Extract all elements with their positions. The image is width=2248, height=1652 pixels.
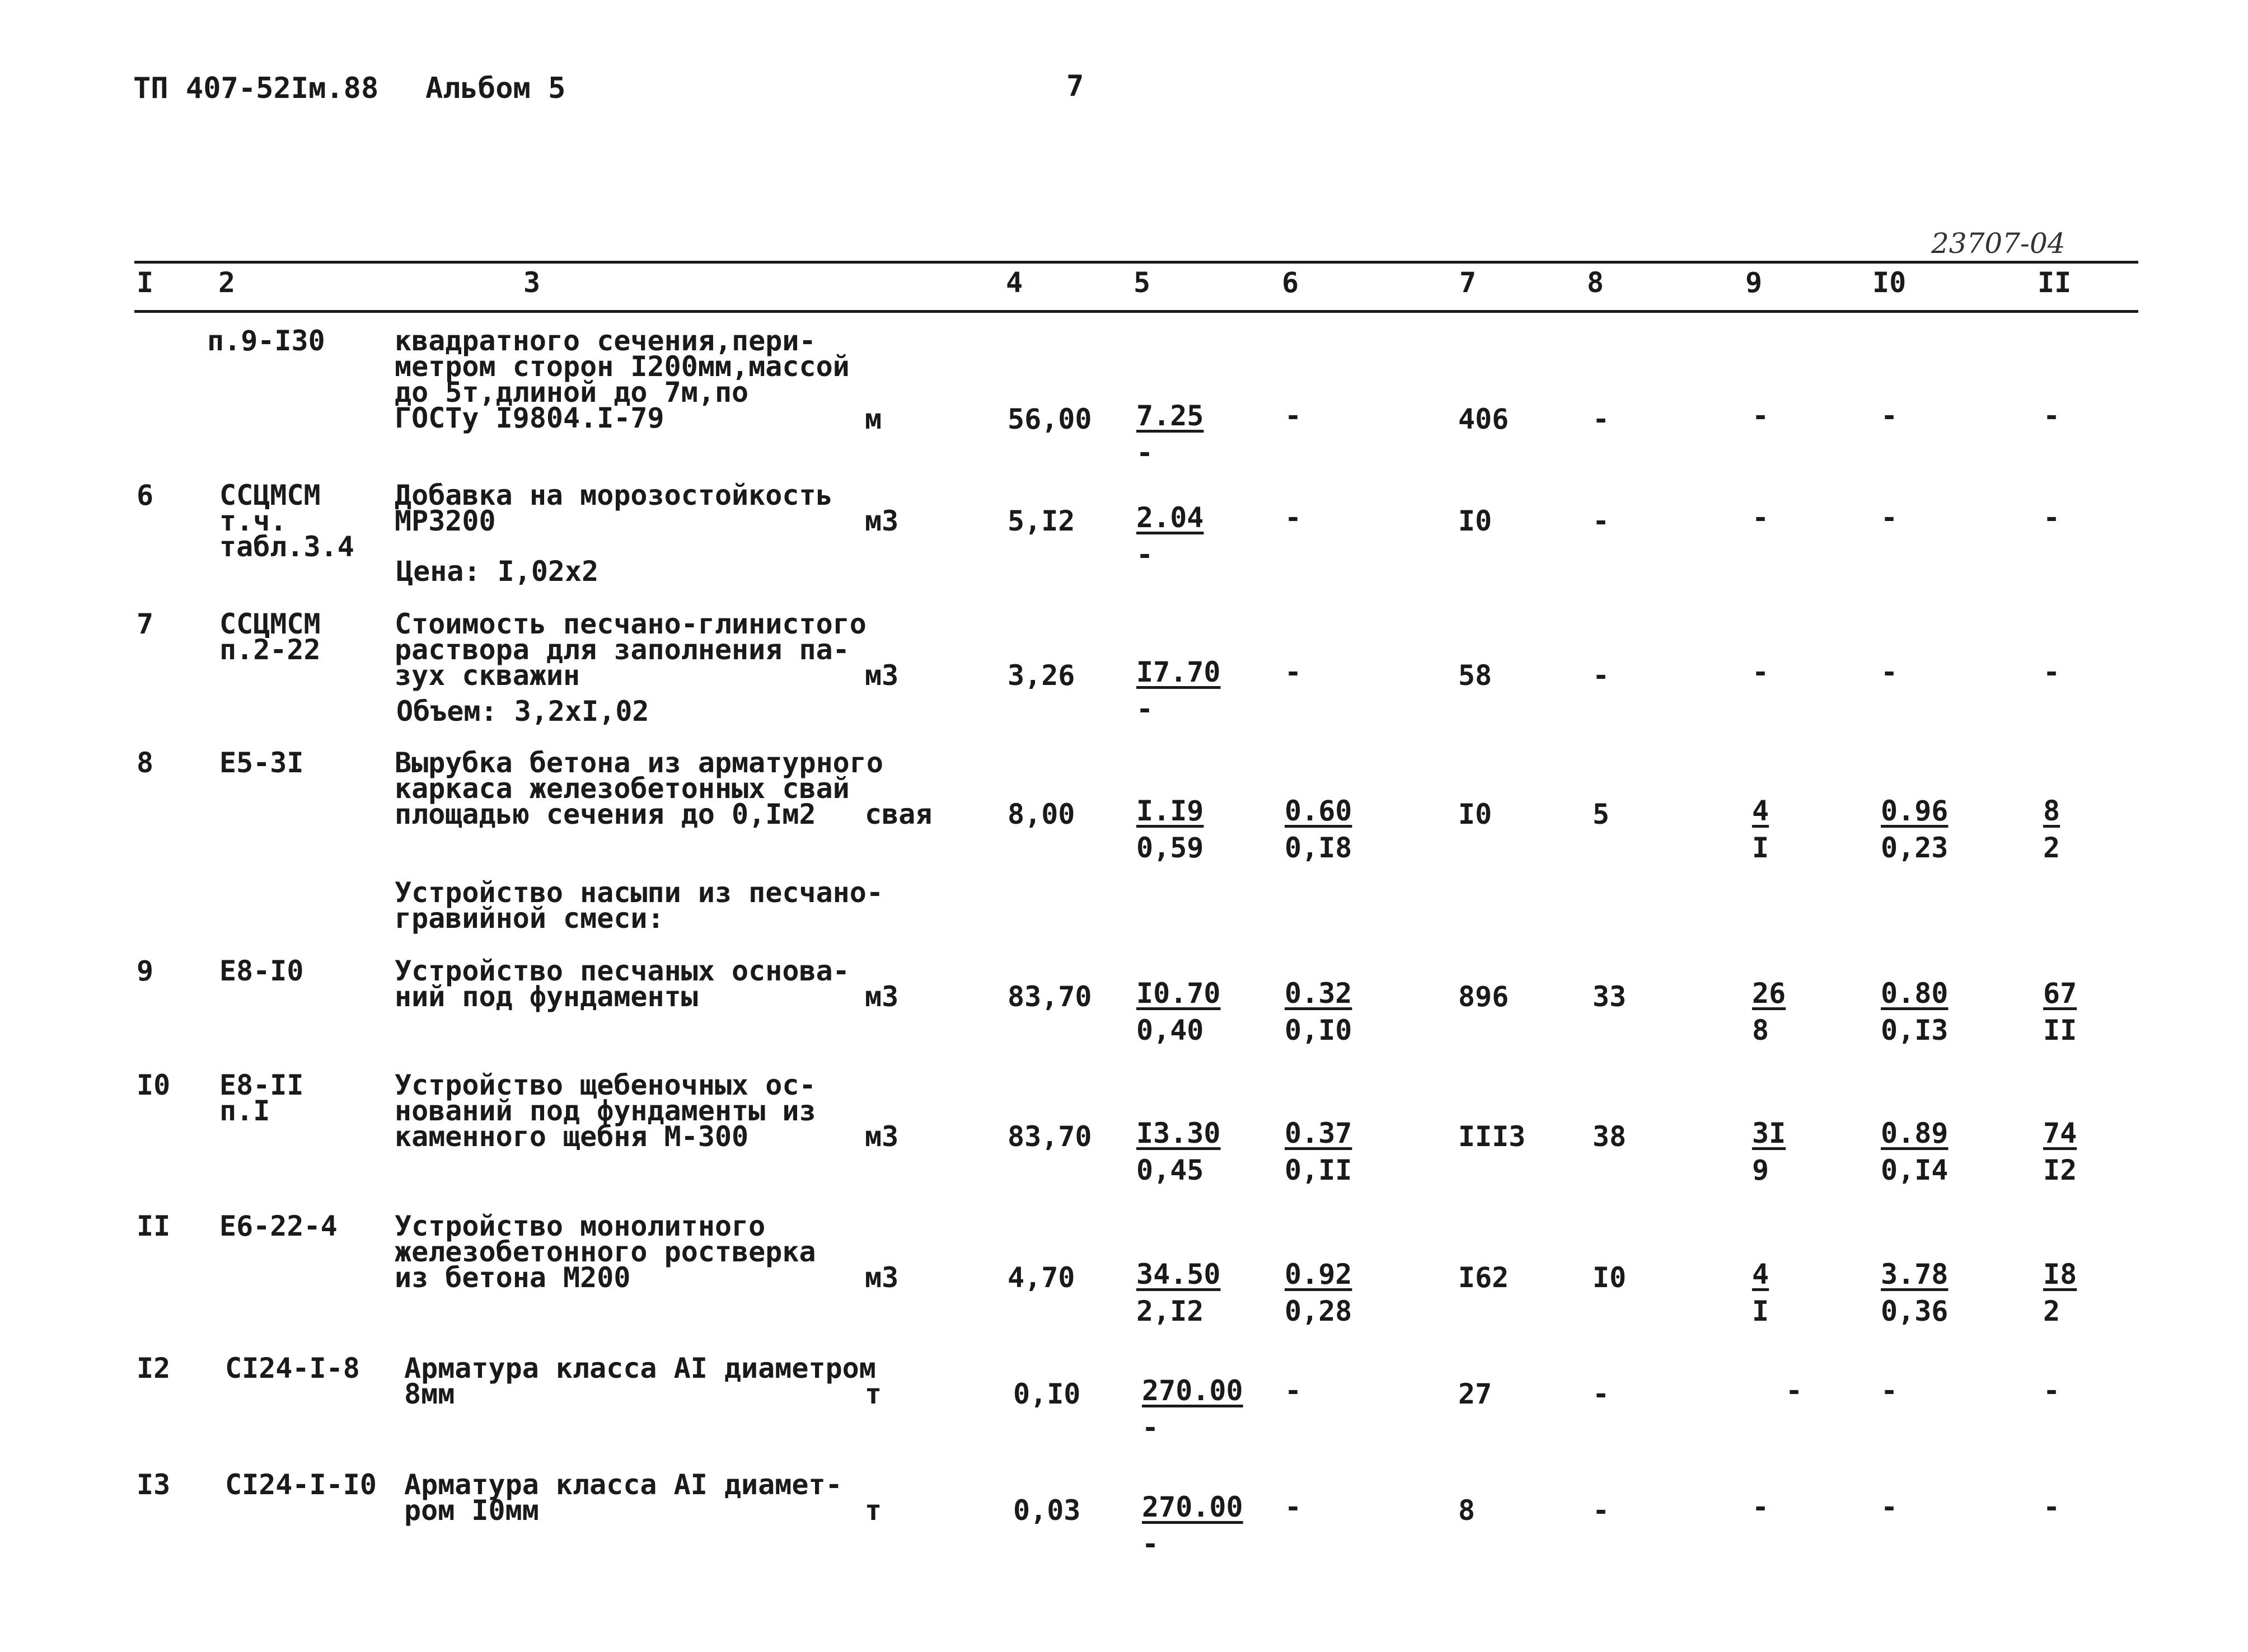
- labor-total-fraction: $\frac{I8}{2}$: [2043, 1258, 2077, 1327]
- labor-total-fraction: -: [2043, 656, 2060, 688]
- total-wages: I0: [1593, 1261, 1627, 1294]
- total-cost: 58: [1458, 659, 1492, 692]
- norm-code: п.9-I30: [207, 325, 325, 357]
- quantity: 56,00: [1008, 403, 1092, 435]
- machine-cost-fraction: -: [1752, 501, 1769, 534]
- column-number: 3: [523, 266, 541, 299]
- row-number: 8: [137, 747, 154, 779]
- quantity: 0,03: [1013, 1494, 1081, 1527]
- norm-code: СI24-I-8: [225, 1352, 360, 1385]
- wage-fraction: -: [1285, 501, 1302, 534]
- total-wages: 38: [1593, 1120, 1627, 1153]
- labor-unit-fraction: $\frac{0.89}{0,I4}$: [1881, 1117, 1949, 1186]
- column-number: 9: [1745, 266, 1763, 299]
- labor-unit-fraction: $\frac{3.78}{0,36}$: [1881, 1258, 1949, 1327]
- column-number: 7: [1459, 266, 1477, 299]
- total-wages: -: [1593, 505, 1610, 537]
- wage-fraction: $\frac{0.60}{0,I8}$: [1285, 795, 1352, 864]
- machine-cost-fraction: $\frac{4}{I}$: [1752, 795, 1769, 864]
- table-top-rule: [134, 261, 2138, 264]
- row-number: 9: [137, 955, 154, 987]
- unit-cost-fraction: $\frac{34.50}{2,I2}$: [1136, 1258, 1221, 1327]
- column-number: II: [2038, 266, 2072, 299]
- machine-cost-fraction: -: [1786, 1374, 1803, 1407]
- album-label: Альбом 5: [425, 72, 566, 105]
- labor-unit-fraction: -: [1881, 656, 1898, 688]
- unit-cost-fraction: $\frac{I3.30}{0,45}$: [1136, 1117, 1221, 1186]
- work-description: Арматура класса АI диамет- ром I0мм: [404, 1468, 842, 1527]
- document-code: ТП 407-52Iм.88: [133, 72, 379, 105]
- wage-fraction: -: [1285, 1374, 1302, 1407]
- labor-total-fraction: -: [2043, 1374, 2060, 1407]
- unit-cost-fraction: $\frac{I0.70}{0,40}$: [1136, 977, 1221, 1046]
- unit: м3: [865, 1261, 899, 1294]
- registration-stamp: 23707-04: [1931, 227, 2066, 260]
- column-number: I: [137, 266, 154, 299]
- wage-fraction: -: [1285, 1491, 1302, 1523]
- total-cost: 8: [1458, 1494, 1476, 1527]
- column-number: 4: [1006, 266, 1023, 299]
- norm-code: Е6-22-4: [219, 1210, 338, 1242]
- section-heading: Устройство насыпи из песчано- гравийной смеси:: [395, 876, 883, 935]
- unit-cost-fraction: 270.00 -: [1142, 1374, 1243, 1444]
- machine-cost-fraction: $\frac{26}{8}$: [1752, 977, 1786, 1046]
- total-cost: 406: [1458, 403, 1509, 435]
- machine-cost-fraction: $\frac{3I}{9}$: [1752, 1117, 1786, 1186]
- total-wages: -: [1593, 659, 1610, 692]
- labor-unit-fraction: -: [1881, 400, 1898, 432]
- column-number: 6: [1282, 266, 1299, 299]
- work-description: Вырубка бетона из арматурного каркаса железобетонных свай площадью сечения до 0,Iм2: [395, 747, 883, 830]
- work-description: Устройство песчаных основа- ний под фундаменты: [395, 955, 850, 1013]
- total-cost: I0: [1458, 798, 1492, 830]
- table-header-rule: [134, 310, 2138, 313]
- wage-fraction: $\frac{0.32}{0,I0}$: [1285, 977, 1352, 1046]
- norm-code: ССЦМСМ т.ч. табл.3.4: [219, 479, 354, 563]
- unit: м3: [865, 1120, 899, 1153]
- labor-unit-fraction: $\frac{0.80}{0,I3}$: [1881, 977, 1949, 1046]
- work-description: Стоимость песчано-глинистого раствора для заполнения па- зух скважин: [395, 608, 867, 692]
- quantity: 83,70: [1008, 980, 1092, 1013]
- work-description: Арматура класса АI диаметром 8мм: [404, 1352, 876, 1410]
- machine-cost-fraction: -: [1752, 656, 1769, 688]
- labor-total-fraction: $\frac{67}{II}$: [2043, 977, 2077, 1046]
- wage-fraction: $\frac{0.92}{0,28}$: [1285, 1258, 1352, 1327]
- machine-cost-fraction: $\frac{4}{I}$: [1752, 1258, 1769, 1327]
- machine-cost-fraction: -: [1752, 1491, 1769, 1523]
- unit: м: [865, 403, 882, 435]
- labor-total-fraction: -: [2043, 501, 2060, 534]
- labor-total-fraction: -: [2043, 1491, 2060, 1523]
- unit: м3: [865, 980, 899, 1013]
- row-number: 6: [137, 479, 154, 511]
- quantity: 0,I0: [1013, 1378, 1081, 1410]
- unit-cost-fraction: I7.70 -: [1136, 656, 1221, 725]
- norm-code: Е5-3I: [219, 747, 304, 779]
- total-cost: III3: [1458, 1120, 1526, 1153]
- norm-code: ССЦМСМ п.2-22: [219, 608, 321, 666]
- unit: м3: [865, 505, 899, 537]
- column-number: 2: [218, 266, 236, 299]
- total-wages: -: [1593, 403, 1610, 435]
- row-number: 7: [137, 608, 154, 640]
- norm-code: Е8-I0: [219, 955, 304, 987]
- labor-total-fraction: $\frac{74}{I2}$: [2043, 1117, 2077, 1186]
- total-cost: I0: [1458, 505, 1492, 537]
- quantity: 5,I2: [1008, 505, 1075, 537]
- work-description: Устройство монолитного железобетонного ростверка из бетона М200: [395, 1210, 816, 1294]
- row-number: I0: [137, 1069, 171, 1101]
- labor-total-fraction: $\frac{8}{2}$: [2043, 795, 2060, 864]
- work-description: Добавка на морозостойкость МР3200: [395, 479, 833, 537]
- unit-cost-fraction: 7.25 -: [1136, 400, 1204, 469]
- norm-code: Е8-II п.I: [219, 1069, 304, 1127]
- column-number: I0: [1872, 266, 1907, 299]
- labor-unit-fraction: -: [1881, 1491, 1898, 1523]
- unit: свая: [865, 798, 933, 830]
- total-cost: 896: [1458, 980, 1509, 1013]
- machine-cost-fraction: -: [1752, 400, 1769, 432]
- page-number: 7: [1066, 69, 1084, 103]
- volume-note: Объем: 3,2хI,02: [396, 695, 649, 728]
- work-description: Устройство щебеночных ос- нований под фундаменты из каменного щебня М-300: [395, 1069, 816, 1153]
- wage-fraction: -: [1285, 656, 1302, 688]
- labor-total-fraction: -: [2043, 400, 2060, 432]
- row-number: II: [137, 1210, 171, 1242]
- norm-code: СI24-I-I0: [225, 1468, 377, 1501]
- row-number: I2: [137, 1352, 171, 1385]
- total-wages: -: [1593, 1378, 1610, 1410]
- labor-unit-fraction: -: [1881, 1374, 1898, 1407]
- quantity: 83,70: [1008, 1120, 1092, 1153]
- quantity: 8,00: [1008, 798, 1075, 830]
- quantity: 3,26: [1008, 659, 1075, 692]
- labor-unit-fraction: $\frac{0.96}{0,23}$: [1881, 795, 1949, 864]
- total-cost: I62: [1458, 1261, 1509, 1294]
- total-wages: -: [1593, 1494, 1610, 1527]
- total-wages: 5: [1593, 798, 1610, 830]
- price-note: Цена: I,02х2: [396, 555, 599, 588]
- wage-fraction: $\frac{0.37}{0,II}$: [1285, 1117, 1352, 1186]
- quantity: 4,70: [1008, 1261, 1075, 1294]
- row-number: I3: [137, 1468, 171, 1501]
- labor-unit-fraction: -: [1881, 501, 1898, 534]
- unit-cost-fraction: $\frac{I.I9}{0,59}$: [1136, 795, 1204, 864]
- wage-fraction: -: [1285, 400, 1302, 432]
- unit: м3: [865, 659, 899, 692]
- total-wages: 33: [1593, 980, 1627, 1013]
- unit-cost-fraction: 270.00 -: [1142, 1491, 1243, 1560]
- unit: т: [865, 1378, 882, 1410]
- column-number: 8: [1587, 266, 1604, 299]
- unit: т: [865, 1494, 882, 1527]
- total-cost: 27: [1458, 1378, 1492, 1410]
- work-description: квадратного сечения,пери- метром сторон I200мм,массой до 5т,длиной до 7м,по ГОСТу I9804.I-79: [395, 325, 850, 434]
- column-number: 5: [1134, 266, 1151, 299]
- unit-cost-fraction: 2.04 -: [1136, 501, 1204, 571]
